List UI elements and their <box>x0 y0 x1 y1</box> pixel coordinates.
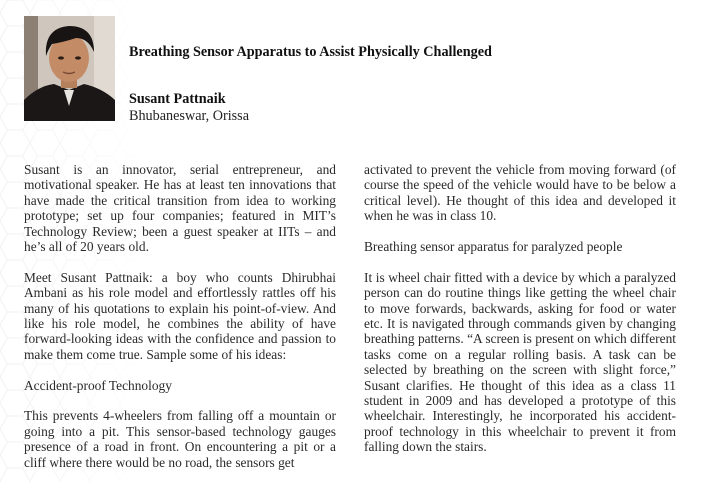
author-photo <box>24 16 115 121</box>
accident-proof-heading: Accident-proof Technology <box>24 377 172 393</box>
author-location: Bhubaneswar, Orissa <box>129 108 249 124</box>
portrait-image <box>24 16 115 121</box>
breathing-sensor-heading: Breathing sensor apparatus for paralyzed people <box>364 239 623 255</box>
article-title: Breathing Sensor Apparatus to Assist Physically Challenged <box>129 44 492 60</box>
author-name: Susant Pattnaik <box>129 91 226 107</box>
right-column <box>364 162 676 470</box>
left-column <box>24 162 336 485</box>
role-model-paragraph: Meet Susant Pattnaik: a boy who counts Dhirubhai Ambani as his role model and effortlessly rattles off his many of his quotations to explain his point-of-view. And like his role model, he combines the ability of have forward-looking ideas with the confidence and passion to make them come true. Sample some of his ideas: <box>24 269 336 362</box>
intro-paragraph: Susant is an innovator, serial entrepreneur, and motivational speaker. He has at least ten innovations that have made the critical transition from idea to working prototype; set up four companies; featured in MIT’s Technology Review; been a guest speaker at IITs – and he’s all of 20 years old. <box>24 162 336 255</box>
accident-proof-paragraph: This prevents 4-wheelers from falling off a mountain or going into a pit. This sensor-based technology gauges presence of a road in front. On encountering a pit or a cliff where there would be no road, the sensors get <box>24 408 336 470</box>
breathing-sensor-paragraph: It is wheel chair fitted with a device by which a paralyzed person can do routine things like getting the wheel chair to move forwards, backwards, asking for food or water etc. It is navigated through commands given by changing breathing patterns. “A screen is present on which different tasks come on a regular rolling basis. A task can be selected by breathing on the screen with slight force,” Susant clarifies. He thought of this idea as a class 11 student in 2009 and has developed a prototype of this wheelchair. Interestingly, he incorporated his accident-proof technology in this wheelchair to prevent it from falling down the stairs. <box>364 269 676 455</box>
accident-proof-continued-paragraph: activated to prevent the vehicle from moving forward (of course the speed of the vehicle would have to be below a critical level). He thought of this idea and developed it when he was in class 10. <box>364 162 676 224</box>
